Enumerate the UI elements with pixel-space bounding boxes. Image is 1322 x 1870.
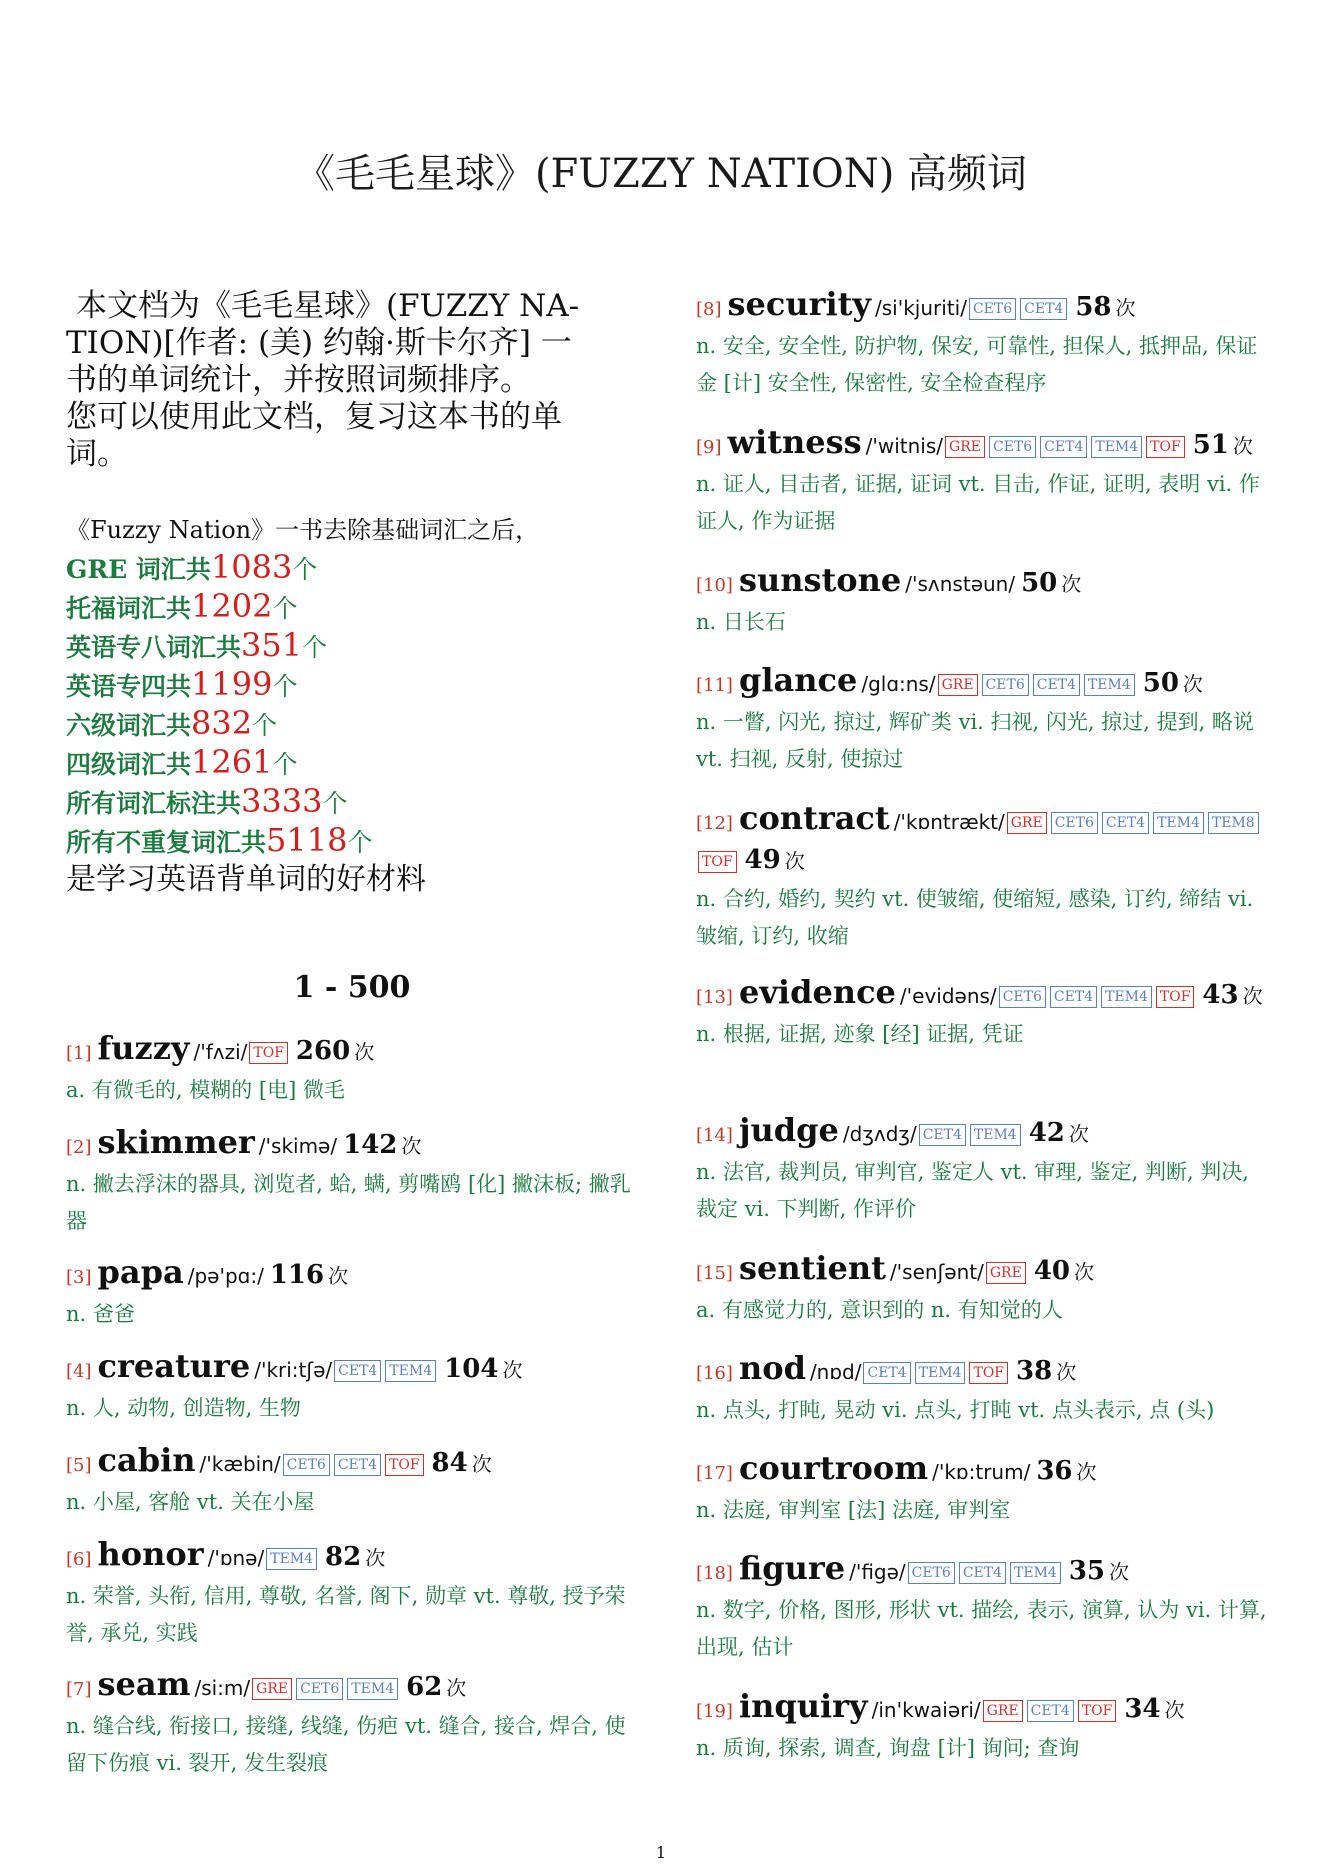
exam-tag-badge: TEM4	[1153, 812, 1204, 834]
headword: glance	[738, 661, 858, 699]
exam-tag-badge: CET4	[1020, 298, 1067, 320]
intro-line: 书的单词统计，并按照词频排序。	[66, 362, 531, 398]
exam-tag-badge: TEM4	[385, 1360, 436, 1382]
phonetic: /'evidəns/	[899, 984, 997, 1008]
headword: sunstone	[738, 561, 902, 599]
exam-tag-badge: GRE	[252, 1678, 292, 1700]
frequency-count: 260	[295, 1036, 351, 1066]
entry-index: [6]	[66, 1549, 92, 1570]
frequency-count: 104	[444, 1354, 499, 1384]
word-entry	[696, 1550, 1268, 1666]
entry-index: [11]	[696, 675, 733, 696]
frequency-unit: 次	[1182, 672, 1203, 696]
exam-tag-badge: TEM4	[970, 1124, 1021, 1146]
frequency-unit: 次	[328, 1264, 349, 1288]
definition: n. 小屋, 客舱 vt. 关在小屋	[66, 1490, 315, 1514]
headword: nod	[738, 1349, 806, 1387]
stats-row	[66, 549, 638, 588]
frequency-count: 35	[1068, 1556, 1106, 1586]
stats-row	[66, 588, 638, 627]
word-entry	[696, 1350, 1268, 1429]
exam-tag-badge: CET4	[1027, 1700, 1074, 1722]
entry-head	[696, 662, 1268, 704]
entry-head	[696, 1550, 1268, 1592]
exam-tag-badge: CET4	[1102, 812, 1149, 834]
entry-index: [18]	[696, 1563, 733, 1584]
exam-tag-badge: CET6	[283, 1454, 330, 1476]
stats-row	[66, 744, 638, 783]
exam-tag-badge: TOF	[698, 851, 737, 873]
exam-tag-badge: CET6	[296, 1678, 343, 1700]
phonetic: /pə'pɑ:/	[187, 1264, 264, 1288]
definition: n. 一瞥, 闪光, 掠过, 辉矿类 vi. 扫视, 闪光, 掠过, 提到, 略说 vt. 扫视, 反射, 使掠过	[696, 710, 1254, 771]
stats-unit: 个	[272, 672, 298, 701]
entry-head	[66, 1666, 638, 1708]
frequency-unit: 次	[446, 1676, 467, 1700]
exam-tag-badge: CET6	[969, 298, 1016, 320]
phonetic: /dʒʌdʒ/	[842, 1122, 917, 1146]
definition: n. 人, 动物, 创造物, 生物	[66, 1396, 301, 1420]
entry-index: [14]	[696, 1125, 733, 1146]
headword: witness	[727, 423, 862, 461]
entry-head	[696, 286, 1268, 328]
frequency-count: 34	[1124, 1694, 1161, 1724]
headword: cabin	[97, 1441, 196, 1479]
frequency-unit: 次	[365, 1546, 386, 1570]
entry-head	[696, 1350, 1268, 1392]
frequency-count: 49	[744, 845, 781, 875]
entry-index: [2]	[66, 1137, 92, 1158]
headword: skimmer	[97, 1123, 255, 1161]
entry-index: [19]	[696, 1701, 733, 1722]
headword: sentient	[738, 1249, 886, 1287]
headword: seam	[97, 1665, 191, 1703]
entry-head	[66, 1348, 638, 1390]
page-title: 《毛毛星球》(FUZZY NATION) 高频词	[294, 151, 1028, 197]
stats-number: 1202	[191, 587, 273, 625]
exam-tag-badge: GRE	[986, 1262, 1026, 1284]
exam-tag-badge: TEM4	[1010, 1562, 1061, 1584]
exam-tag-badge: CET6	[999, 986, 1046, 1008]
phonetic: /'skimə/	[258, 1134, 338, 1158]
stats-unit: 个	[302, 633, 328, 662]
headword: judge	[738, 1111, 839, 1149]
frequency-unit: 次	[354, 1040, 375, 1064]
exam-tag-badge: GRE	[938, 674, 978, 696]
word-entry	[696, 1450, 1268, 1529]
frequency-count: 40	[1033, 1256, 1070, 1286]
exam-tag-badge: TOF	[1156, 986, 1195, 1008]
exam-tag-badge: CET6	[982, 674, 1029, 696]
intro-line: TION)[作者: (美) 约翰·斯卡尔齐] 一	[66, 325, 572, 361]
frequency-unit: 次	[1076, 1460, 1097, 1484]
definition: n. 证人, 目击者, 证据, 证词 vt. 目击, 作证, 证明, 表明 vi. 作证人, 作为证据	[696, 472, 1260, 533]
frequency-unit: 次	[1074, 1260, 1094, 1284]
frequency-unit: 次	[1232, 434, 1253, 458]
frequency-unit: 次	[1115, 296, 1136, 320]
definition: n. 法庭, 审判室 [法] 法庭, 审判室	[696, 1498, 1011, 1522]
stats-unit: 个	[252, 711, 278, 740]
entry-head	[66, 1254, 638, 1296]
phonetic: /'kɒntrækt/	[893, 810, 1005, 834]
entry-head	[696, 1450, 1268, 1492]
phonetic: /'kæbin/	[199, 1452, 281, 1476]
phonetic: /glɑ:ns/	[861, 672, 936, 696]
definition: n. 日长石	[696, 610, 786, 634]
phonetic: /'senʃənt/	[889, 1260, 984, 1284]
word-entry	[696, 662, 1268, 778]
definition: n. 根据, 证据, 迹象 [经] 证据, 凭证	[696, 1022, 1024, 1046]
word-entry	[696, 800, 1268, 955]
entry-head	[696, 1250, 1268, 1292]
exam-tag-badge: TOF	[1078, 1700, 1117, 1722]
phonetic: /'fʌzi/	[193, 1040, 248, 1064]
word-entry	[696, 974, 1268, 1053]
headword: figure	[738, 1549, 846, 1587]
phonetic: /'witnis/	[865, 434, 944, 458]
entry-head	[696, 424, 1268, 466]
word-entry	[66, 1348, 638, 1427]
entry-head	[66, 1124, 638, 1166]
stats-number: 1083	[210, 548, 293, 586]
entry-head	[66, 1442, 638, 1484]
entry-head	[66, 1030, 638, 1072]
entry-head	[696, 1688, 1268, 1730]
entry-index: [3]	[66, 1267, 92, 1288]
exam-tag-badge: CET4	[919, 1124, 966, 1146]
frequency-unit: 次	[1242, 984, 1263, 1008]
stats-label: 托福词汇共	[66, 594, 192, 623]
frequency-count: 62	[406, 1672, 443, 1702]
definition: n. 数字, 价格, 图形, 形状 vt. 描绘, 表示, 演算, 认为 vi. 计算, 出现, 估计	[696, 1598, 1267, 1659]
exam-tag-badge: CET4	[1050, 986, 1097, 1008]
exam-tag-badge: TEM4	[1101, 986, 1152, 1008]
stats-number: 1261	[191, 743, 273, 781]
frequency-count: 50	[1021, 568, 1058, 598]
definition: n. 质询, 探索, 调查, 询盘 [计] 询问; 查询	[696, 1736, 1080, 1760]
definition: n. 合约, 婚约, 契约 vt. 使皱缩, 使缩短, 感染, 订约, 缔结 vi. 皱缩, 订约, 收缩	[696, 887, 1254, 948]
word-entry	[696, 286, 1268, 402]
stats-row	[66, 666, 638, 705]
stats-number: 5118	[266, 821, 348, 859]
vocab-stats	[66, 512, 638, 898]
word-entry	[696, 1112, 1268, 1228]
headword: evidence	[738, 973, 896, 1011]
stats-number: 832	[191, 704, 253, 742]
exam-tag-badge: CET4	[863, 1362, 910, 1384]
headword: creature	[97, 1347, 251, 1385]
entry-head	[696, 562, 1268, 604]
exam-tag-badge: TEM8	[1208, 812, 1259, 834]
entry-head	[696, 974, 1268, 1016]
frequency-unit: 次	[1164, 1698, 1185, 1722]
exam-tag-badge: TOF	[249, 1042, 288, 1064]
exam-tag-badge: TEM4	[266, 1548, 317, 1570]
entry-head	[66, 1536, 638, 1578]
frequency-count: 82	[325, 1542, 362, 1572]
phonetic: /'ɒnə/	[207, 1546, 265, 1570]
stats-row	[66, 705, 638, 744]
exam-tag-badge: CET6	[989, 436, 1036, 458]
exam-tag-badge: TEM4	[1084, 674, 1135, 696]
definition: n. 撇去浮沫的器具, 浏览者, 蛤, 螨, 剪嘴鸥 [化] 撇沫板; 撇乳器	[66, 1172, 631, 1233]
exam-tag-badge: CET4	[1040, 436, 1087, 458]
exam-tag-badge: GRE	[1007, 812, 1047, 834]
entry-head	[696, 800, 1268, 881]
frequency-unit: 次	[471, 1452, 492, 1476]
exam-tag-badge: GRE	[945, 436, 985, 458]
definition: a. 有微毛的, 模糊的 [电] 微毛	[66, 1078, 345, 1102]
phonetic: /nɒd/	[809, 1360, 862, 1384]
frequency-count: 36	[1036, 1456, 1073, 1486]
frequency-count: 142	[343, 1130, 398, 1160]
entry-head	[696, 1112, 1268, 1154]
definition: n. 爸爸	[66, 1302, 135, 1326]
definition: n. 荣誉, 头衔, 信用, 尊敬, 名誉, 阁下, 勋章 vt. 尊敬, 授予荣誉, 承兑, 实践	[66, 1584, 626, 1645]
entry-index: [1]	[66, 1043, 92, 1064]
entry-index: [17]	[696, 1463, 733, 1484]
stats-label: 英语专八词汇共	[66, 633, 242, 662]
definition: n. 缝合线, 衔接口, 接缝, 线缝, 伤疤 vt. 缝合, 接合, 焊合, 使留下伤痕 vi. 裂开, 发生裂痕	[66, 1714, 626, 1775]
frequency-count: 51	[1192, 430, 1229, 460]
word-entry	[66, 1254, 638, 1333]
range-heading: 1 - 500	[293, 970, 411, 1005]
word-entry	[66, 1442, 638, 1521]
entry-index: [15]	[696, 1263, 733, 1284]
stats-unit: 个	[322, 789, 348, 818]
intro-line: 本文档为《毛毛星球》(FUZZY NA-	[76, 288, 580, 324]
entry-index: [10]	[696, 575, 733, 596]
exam-tag-badge: TOF	[969, 1362, 1008, 1384]
definition: n. 点头, 打盹, 晃动 vi. 点头, 打盹 vt. 点头表示, 点 (头)	[696, 1398, 1215, 1422]
exam-tag-badge: CET4	[334, 1454, 381, 1476]
entry-index: [4]	[66, 1361, 92, 1382]
stats-unit: 个	[272, 594, 298, 623]
stats-number: 1199	[191, 665, 273, 703]
exam-tag-badge: TEM4	[347, 1678, 398, 1700]
frequency-unit: 次	[1109, 1560, 1130, 1584]
intro-line: 词。	[66, 436, 128, 472]
frequency-unit: 次	[502, 1358, 523, 1382]
headword: inquiry	[738, 1687, 868, 1725]
frequency-count: 43	[1202, 980, 1239, 1010]
frequency-count: 42	[1028, 1118, 1065, 1148]
entry-index: [13]	[696, 987, 733, 1008]
stats-label: 英语专四共	[66, 672, 192, 701]
word-entry	[66, 1666, 638, 1782]
frequency-unit: 次	[1061, 572, 1082, 596]
stats-label: 六级词汇共	[66, 711, 192, 740]
exam-tag-badge: TOF	[385, 1454, 424, 1476]
word-entry	[66, 1536, 638, 1652]
exam-tag-badge: CET4	[959, 1562, 1006, 1584]
stats-label: GRE 词汇共	[66, 555, 211, 584]
frequency-unit: 次	[784, 849, 805, 873]
frequency-unit: 次	[1056, 1360, 1077, 1384]
entry-index: [5]	[66, 1455, 92, 1476]
exam-tag-badge: CET4	[334, 1360, 381, 1382]
word-entry	[696, 424, 1268, 540]
entry-index: [16]	[696, 1363, 733, 1384]
exam-tag-badge: CET4	[1033, 674, 1080, 696]
stats-row	[66, 822, 638, 861]
word-entry	[696, 1250, 1268, 1329]
stats-label: 所有不重复词汇共	[66, 828, 267, 857]
page-number: 1	[655, 1843, 667, 1862]
definition: a. 有感觉力的, 意识到的 n. 有知觉的人	[696, 1298, 1063, 1322]
stats-unit: 个	[347, 828, 373, 857]
frequency-count: 116	[269, 1260, 325, 1290]
word-entry	[66, 1030, 638, 1109]
exam-tag-badge: TOF	[1146, 436, 1185, 458]
stats-number: 351	[241, 626, 303, 664]
entry-index: [7]	[66, 1679, 92, 1700]
headword: contract	[738, 799, 890, 837]
stats-label: 所有词汇标注共	[66, 789, 242, 818]
stats-row	[66, 783, 638, 822]
definition: n. 安全, 安全性, 防护物, 保安, 可靠性, 担保人, 抵押品, 保证金 [计] 安全性, 保密性, 安全检查程序	[696, 334, 1258, 395]
word-entry	[696, 562, 1268, 641]
exam-tag-badge: TEM4	[1091, 436, 1142, 458]
frequency-unit: 次	[1068, 1122, 1089, 1146]
exam-tag-badge: CET6	[1051, 812, 1098, 834]
stats-lead: 《Fuzzy Nation》一书去除基础词汇之后，	[66, 516, 540, 544]
stats-row	[66, 627, 638, 666]
phonetic: /si'kjuriti/	[875, 296, 967, 320]
exam-tag-badge: TEM4	[915, 1362, 966, 1384]
headword: security	[727, 285, 872, 323]
definition: n. 法官, 裁判员, 审判官, 鉴定人 vt. 审理, 鉴定, 判断, 判决, 裁定 vi. 下判断, 作评价	[696, 1160, 1249, 1221]
frequency-unit: 次	[401, 1134, 422, 1158]
stats-unit: 个	[292, 555, 318, 584]
intro-line: 您可以使用此文档，复习这本书的单	[66, 399, 562, 435]
stats-label: 四级词汇共	[66, 750, 192, 779]
frequency-count: 38	[1016, 1356, 1053, 1386]
entry-index: [8]	[696, 299, 722, 320]
phonetic: /'kri:tʃə/	[254, 1358, 333, 1382]
frequency-count: 50	[1142, 668, 1179, 698]
frequency-count: 58	[1075, 292, 1112, 322]
intro-paragraph	[66, 288, 638, 473]
word-entry	[696, 1688, 1268, 1767]
headword: honor	[97, 1535, 204, 1573]
phonetic: /si:m/	[194, 1676, 251, 1700]
phonetic: /in'kwaiəri/	[871, 1698, 981, 1722]
exam-tag-badge: GRE	[983, 1700, 1023, 1722]
frequency-count: 84	[431, 1448, 468, 1478]
word-entry	[66, 1124, 638, 1240]
headword: courtroom	[738, 1449, 929, 1487]
phonetic: /'figə/	[849, 1560, 906, 1584]
stats-unit: 个	[272, 750, 298, 779]
stats-number: 3333	[241, 782, 323, 820]
entry-index: [9]	[696, 437, 722, 458]
phonetic: /'sʌnstəun/	[905, 572, 1016, 596]
headword: papa	[97, 1253, 184, 1291]
headword: fuzzy	[97, 1029, 190, 1067]
phonetic: /'kɒ:trum/	[932, 1460, 1031, 1484]
stats-tail: 是学习英语背单词的好材料	[66, 862, 426, 897]
entry-index: [12]	[696, 813, 733, 834]
exam-tag-badge: CET6	[908, 1562, 955, 1584]
